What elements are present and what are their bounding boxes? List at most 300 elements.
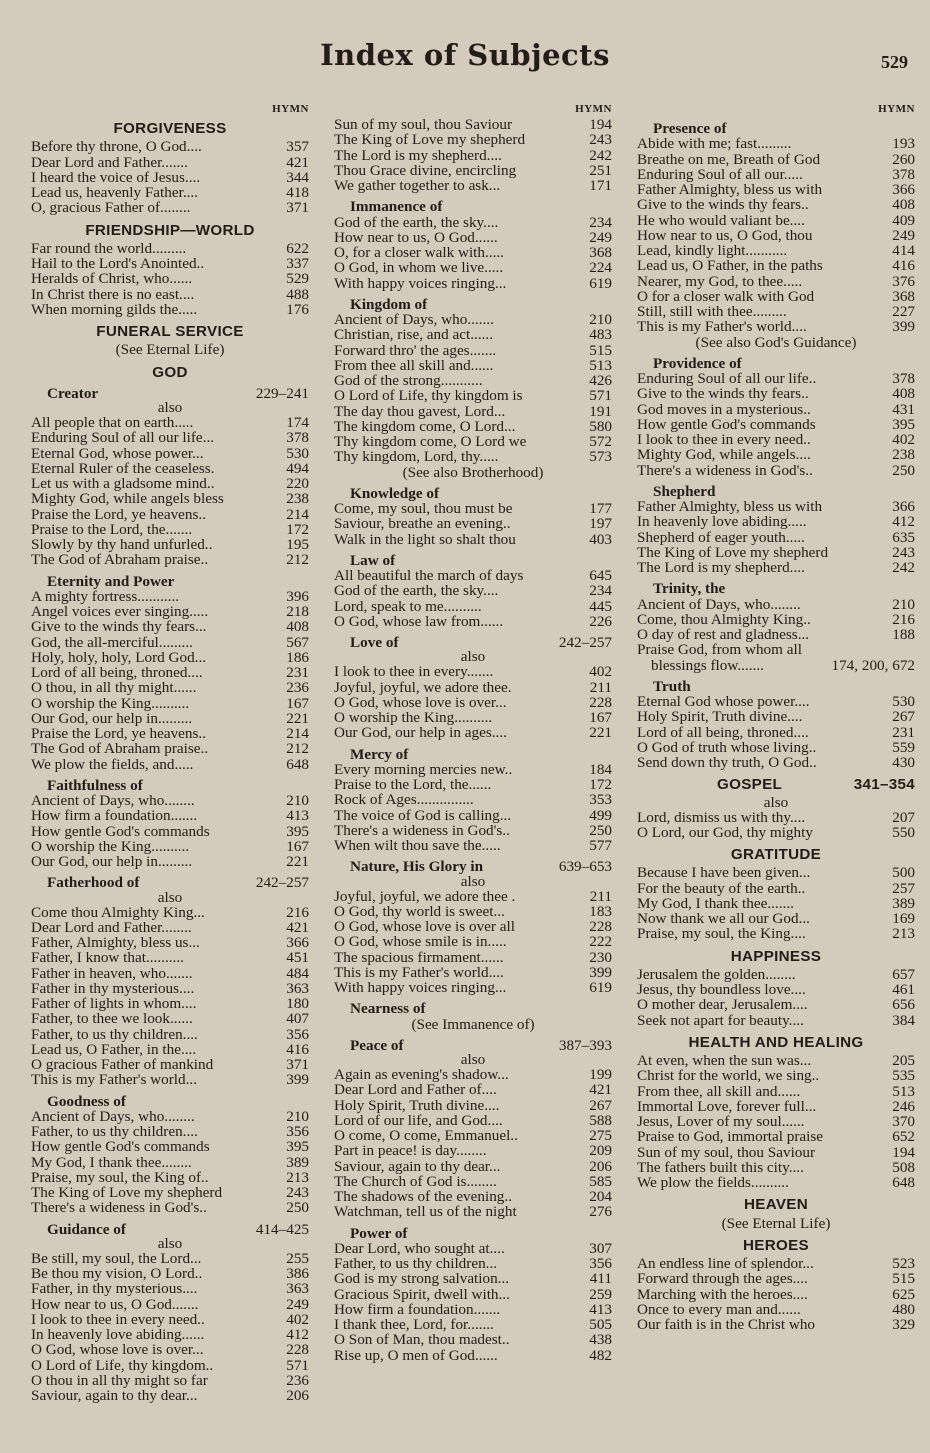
index-entry xyxy=(31,537,309,552)
hymn-title: O gracious Father of mankind xyxy=(31,1056,214,1073)
hymn-title: Thy kingdom come, O Lord we xyxy=(334,433,527,450)
index-entry xyxy=(334,599,612,614)
hymn-number: 483 xyxy=(589,326,612,344)
index-entry xyxy=(637,274,915,289)
hymn-title: In heavenly love abiding..... xyxy=(637,513,807,531)
index-entry xyxy=(31,696,309,711)
hymn-number: 344 xyxy=(286,168,309,186)
hymn-title: O for a closer walk with God xyxy=(637,287,815,305)
index-entry xyxy=(31,522,309,537)
hymn-title: A mighty fortress........... xyxy=(31,587,180,605)
hymn-title: Father in heaven, who....... xyxy=(31,964,193,982)
hymn-number: 228 xyxy=(589,918,612,935)
hymn-number: 231 xyxy=(286,664,309,681)
hymn-number: 180 xyxy=(286,995,309,1012)
hymn-title: Now thank we all our God... xyxy=(637,910,810,927)
hymn-number: 218 xyxy=(286,603,309,620)
hymn-number: 363 xyxy=(286,979,309,997)
index-entry xyxy=(637,1317,915,1332)
hymn-title: Our God, our help in......... xyxy=(31,853,193,870)
hymn-title: O God, thy world is sweet... xyxy=(334,902,505,920)
hymn-number: 648 xyxy=(892,1174,915,1191)
section-heading xyxy=(31,121,309,136)
hymn-number: 205 xyxy=(892,1052,915,1069)
hymn-number: 210 xyxy=(286,1107,309,1125)
index-entry xyxy=(31,1327,309,1342)
index-entry xyxy=(334,980,612,995)
hymn-number: 221 xyxy=(286,853,309,870)
hymn-number: 236 xyxy=(286,679,309,697)
index-entry xyxy=(637,499,915,514)
subsection-heading xyxy=(334,297,612,312)
hymn-number: 412 xyxy=(286,1326,309,1343)
hymn-title: The kingdom come, O Lord... xyxy=(334,417,516,435)
hymn-number: 174 xyxy=(286,414,309,431)
hymn-number: 356 xyxy=(286,1123,309,1140)
hymn-number: 482 xyxy=(589,1346,612,1364)
hymn-title: Father Almighty, bless us with xyxy=(637,498,823,515)
hymn-title: The King of Love my shepherd xyxy=(637,543,829,561)
hymn-number: 413 xyxy=(589,1300,612,1318)
hymn-number: 213 xyxy=(286,1168,309,1186)
hymn-title: Enduring Soul of all our life.. xyxy=(637,370,817,387)
hymn-title: Ancient of Days, who........ xyxy=(31,1107,195,1125)
index-entry xyxy=(31,905,309,920)
index-entry xyxy=(334,904,612,919)
index-entry xyxy=(637,243,915,258)
hymn-title: Jesus, thy boundless love.... xyxy=(637,981,806,998)
index-entry xyxy=(637,967,915,982)
hymn-number: 580 xyxy=(589,417,612,435)
index-entry xyxy=(31,139,309,154)
subsection-title: Trinity, the xyxy=(653,580,726,598)
subsection-heading xyxy=(334,1001,612,1016)
hymn-number: 395 xyxy=(286,822,309,840)
hymn-title: He who would valiant be.... xyxy=(637,211,805,229)
index-entry xyxy=(31,1358,309,1373)
hymn-number: 571 xyxy=(589,387,612,405)
hymn-number: 250 xyxy=(286,1199,309,1217)
hymn-number: 275 xyxy=(589,1127,612,1144)
section-heading xyxy=(637,847,915,862)
hymn-title: How near to us, O God...... xyxy=(334,228,498,246)
hymn-title: Hail to the Lord's Anointed.. xyxy=(31,255,205,272)
hymn-title: Dear Lord and Father of.... xyxy=(334,1081,497,1099)
hymn-title: Walk in the light so shalt thou xyxy=(334,530,516,548)
index-entry xyxy=(637,1099,915,1114)
also-note: also xyxy=(157,1234,183,1252)
hymn-title: Holy, holy, holy, Lord God... xyxy=(31,648,207,666)
hymn-number: 657 xyxy=(892,965,915,983)
hymn-number: 529 xyxy=(286,270,309,288)
hymn-number: 260 xyxy=(892,150,915,168)
page-title: Index of Subjects xyxy=(320,38,610,72)
hymn-title: Lead us, O Father, in the.... xyxy=(31,1040,197,1058)
hymn-title: Forward thro' the ages....... xyxy=(334,341,497,359)
hymn-title: Shepherd of eager youth..... xyxy=(637,528,805,546)
hymn-number: 408 xyxy=(892,385,915,403)
index-entry xyxy=(334,117,612,132)
subsection-hymn-range: 242–257 xyxy=(558,634,612,651)
hymn-title: God is my strong salvation... xyxy=(334,1270,510,1288)
hymn-title: Father Almighty, bless us with xyxy=(637,181,823,198)
index-entry xyxy=(31,476,309,491)
hymn-title: Sun of my soul, thou Saviour xyxy=(334,116,513,133)
hymn-title: O come, O come, Emmanuel.. xyxy=(334,1127,518,1144)
index-entry xyxy=(637,982,915,997)
hymn-number: 231 xyxy=(892,723,915,741)
hymn-title: Praise, my soul, the King of.. xyxy=(31,1168,209,1186)
hymn-title: How firm a foundation....... xyxy=(31,807,198,825)
hymn-number: 167 xyxy=(589,709,612,726)
hymn-number: 656 xyxy=(892,996,915,1014)
hymn-number: 194 xyxy=(589,116,612,133)
hymn-title: In heavenly love abiding...... xyxy=(31,1326,205,1343)
index-entry xyxy=(334,838,612,853)
hymn-title: Christ for the world, we sing.. xyxy=(637,1067,820,1085)
hymn-number: 619 xyxy=(589,979,612,996)
hymn-title: Praise to the Lord, the...... xyxy=(334,776,492,793)
subsection-title: Knowledge of xyxy=(350,484,440,502)
subsection-hymn-range: 387–393 xyxy=(558,1036,612,1054)
hymn-number: 206 xyxy=(589,1157,612,1175)
index-entry xyxy=(637,1256,915,1271)
hymn-number: 267 xyxy=(892,708,915,726)
hymn-title: Father, to us thy children.... xyxy=(31,1123,198,1140)
hymn-title: There's a wideness in God's.. xyxy=(334,821,510,839)
index-entry xyxy=(334,276,612,291)
hymn-number: 577 xyxy=(589,837,612,854)
index-entry xyxy=(334,965,612,980)
subsection-hymn-range: 639–653 xyxy=(558,858,612,876)
section-heading xyxy=(31,365,309,380)
hymn-number: 246 xyxy=(892,1097,915,1115)
also-note: also xyxy=(157,399,183,416)
hymn-number: 220 xyxy=(286,475,309,492)
hymn-number: 356 xyxy=(589,1255,612,1272)
index-entry xyxy=(31,757,309,772)
index-entry xyxy=(334,808,612,823)
hymn-number: 416 xyxy=(892,257,915,275)
hymn-number: 515 xyxy=(589,341,612,359)
index-entry xyxy=(637,167,915,182)
hymn-title: How near to us, O God....... xyxy=(31,1295,199,1313)
hymn-title: When morning gilds the..... xyxy=(31,300,198,318)
index-entry xyxy=(334,163,612,178)
hymn-number: 426 xyxy=(589,372,612,389)
hymn-title: The God of Abraham praise.. xyxy=(31,551,209,569)
hymn-title: O, gracious Father of........ xyxy=(31,199,191,217)
hymn-number: 461 xyxy=(892,981,915,998)
index-entry xyxy=(31,185,309,200)
subsection-title: Mercy of xyxy=(350,745,409,763)
index-entry xyxy=(637,627,915,642)
hymn-number: 585 xyxy=(589,1172,612,1190)
subsection-title: Shepherd xyxy=(653,482,716,500)
index-entry xyxy=(31,711,309,726)
hymn-number: 226 xyxy=(589,612,612,630)
hymn-number: 635 xyxy=(892,528,915,546)
index-entry xyxy=(31,430,309,445)
hymn-title: O God of truth whose living.. xyxy=(637,738,817,756)
index-entry xyxy=(334,583,612,598)
index-entry xyxy=(334,1287,612,1302)
hymn-title: Mighty God, while angels.... xyxy=(637,446,811,464)
index-entry xyxy=(637,896,915,911)
hymn-number: 366 xyxy=(892,181,915,198)
hymn-number: 177 xyxy=(589,500,612,517)
hymn-number: 204 xyxy=(589,1188,612,1205)
hymn-number: 183 xyxy=(589,902,612,920)
index-entry xyxy=(31,726,309,741)
hymn-title: O worship the King.......... xyxy=(334,709,493,726)
index-entry xyxy=(31,650,309,665)
hymn-title: Eternal Ruler of the ceaseless. xyxy=(31,459,215,477)
hymn-number: 227 xyxy=(892,303,915,320)
hymn-title: Christian, rise, and act...... xyxy=(334,326,494,344)
hymn-title: Father, Almighty, bless us... xyxy=(31,934,200,951)
index-entry xyxy=(334,1128,612,1143)
hymn-title: For the beauty of the earth.. xyxy=(637,879,806,897)
see-reference: (See Eternal Life) xyxy=(115,341,225,359)
index-entry xyxy=(334,132,612,147)
hymn-number: 480 xyxy=(892,1300,915,1318)
hymn-number: 224 xyxy=(589,259,612,277)
section-title: FUNERAL SERVICE xyxy=(96,323,244,340)
index-entry xyxy=(637,1114,915,1129)
hymn-number: 413 xyxy=(286,807,309,825)
hymn-title: Slowly by thy hand unfurled.. xyxy=(31,536,213,553)
hymn-title: Ancient of Days, who....... xyxy=(334,311,494,328)
hymn-title: I heard the voice of Jesus.... xyxy=(31,168,201,186)
hymn-number: 399 xyxy=(286,1071,309,1089)
hymn-number: 267 xyxy=(589,1096,612,1114)
hymn-title: Father in thy mysterious.... xyxy=(31,979,195,997)
hymn-number: 378 xyxy=(892,165,915,183)
hymn-title: How gentle God's commands xyxy=(31,822,210,840)
index-entry xyxy=(31,824,309,839)
hymn-title: Father, to us thy children.... xyxy=(31,1025,198,1043)
index-entry xyxy=(31,552,309,567)
hymn-number: 505 xyxy=(589,1316,612,1333)
hymn-number: 249 xyxy=(286,1295,309,1313)
hymn-title: blessings flow....... xyxy=(651,656,764,674)
hymn-title: All beautiful the march of days xyxy=(334,567,524,584)
also-note: also xyxy=(460,648,486,666)
hymn-title: The Church of God is........ xyxy=(334,1172,497,1190)
index-entry xyxy=(31,935,309,950)
hymn-title: I look to thee in every....... xyxy=(334,663,494,681)
index-entry xyxy=(334,449,612,464)
hymn-title: Praise the Lord, ye heavens.. xyxy=(31,505,207,523)
hymn-title: Abide with me; fast......... xyxy=(637,135,792,153)
index-entry xyxy=(334,664,612,679)
hymn-title: Dear Lord, who sought at.... xyxy=(334,1239,505,1257)
hymn-title: Enduring Soul of all our life... xyxy=(31,429,215,447)
hymn-number: 484 xyxy=(286,964,309,982)
hymn-title: Still, still with thee......... xyxy=(637,303,787,320)
hymn-title: Let us with a gladsome mind.. xyxy=(31,475,215,492)
section-heading xyxy=(637,1197,915,1212)
section-heading xyxy=(637,949,915,964)
index-entry xyxy=(637,182,915,197)
hymn-number: 186 xyxy=(286,648,309,666)
hymn-title: Our faith is in the Christ who xyxy=(637,1316,816,1333)
hymn-title: Eternal God, whose power... xyxy=(31,444,204,462)
section-heading xyxy=(31,324,309,339)
hymn-number: 619 xyxy=(589,274,612,292)
hymn-title: Father, I know that.......... xyxy=(31,949,184,967)
subsection-heading xyxy=(637,121,915,136)
hymn-title: O worship the King.......... xyxy=(31,837,190,855)
hymn-number: 169 xyxy=(892,910,915,927)
hymn-number: 366 xyxy=(286,934,309,951)
hymn-title: All people that on earth..... xyxy=(31,414,194,431)
index-entry xyxy=(637,432,915,447)
hymn-number: 421 xyxy=(286,153,309,171)
hymn-number: 625 xyxy=(892,1285,915,1303)
index-entry xyxy=(637,319,915,334)
hymn-number: 499 xyxy=(589,806,612,824)
index-entry xyxy=(31,1072,309,1087)
hymn-number: 530 xyxy=(286,444,309,462)
index-entry xyxy=(334,343,612,358)
hymn-number: 488 xyxy=(286,285,309,303)
subsection-title: Nearness of xyxy=(350,1000,426,1018)
index-entry xyxy=(31,1170,309,1185)
hymn-number: 402 xyxy=(892,431,915,448)
hymn-number: 408 xyxy=(892,196,915,214)
hymn-title: God of the earth, the sky.... xyxy=(334,213,499,231)
hymn-number: 234 xyxy=(589,213,612,231)
index-entry xyxy=(637,997,915,1012)
index-entry xyxy=(31,1342,309,1357)
see-reference: (See also Brotherhood) xyxy=(402,463,544,481)
index-column-2 xyxy=(334,101,612,1363)
subsection-heading xyxy=(334,486,612,501)
hymn-number: 430 xyxy=(892,754,915,771)
hymn-number: 494 xyxy=(286,459,309,477)
hymn-number: 371 xyxy=(286,1056,309,1073)
index-entry xyxy=(637,197,915,212)
index-entry xyxy=(334,312,612,327)
hymn-title: How firm a foundation....... xyxy=(334,1300,501,1318)
hymn-title: Eternal God whose power.... xyxy=(637,693,810,710)
hymn-number: 559 xyxy=(892,738,915,756)
index-entry xyxy=(31,966,309,981)
hymn-title: O thou in all thy might so far xyxy=(31,1371,208,1389)
index-entry xyxy=(31,854,309,869)
hymn-title: We gather together to ask... xyxy=(334,177,501,194)
hymn-title: Because I have been given... xyxy=(637,864,811,882)
hymn-title: O God, whose love is over all xyxy=(334,918,515,935)
index-entry xyxy=(31,507,309,522)
index-entry xyxy=(637,658,915,673)
subsection-title: Presence of xyxy=(653,120,727,137)
index-entry xyxy=(637,642,915,657)
hymn-title: The King of Love my shepherd xyxy=(31,1184,223,1201)
index-entry xyxy=(334,215,612,230)
index-column-1 xyxy=(31,101,309,1403)
hymn-number: 445 xyxy=(589,597,612,615)
hymn-title: Father, to us thy children... xyxy=(334,1255,498,1272)
index-entry xyxy=(334,1189,612,1204)
hymn-title: Joyful, joyful, we adore thee . xyxy=(334,887,516,905)
also-note: also xyxy=(460,872,486,890)
section-title: FORGIVENESS xyxy=(113,120,227,137)
index-entry xyxy=(31,1011,309,1026)
hymn-title: Joyful, joyful, we adore thee. xyxy=(334,678,512,696)
section-title: HEALTH AND HEALING xyxy=(688,1033,864,1051)
hymn-number: 188 xyxy=(892,626,915,643)
index-entry xyxy=(31,1200,309,1215)
hymn-number: 408 xyxy=(286,618,309,636)
index-entry xyxy=(637,447,915,462)
index-entry xyxy=(637,825,915,840)
hymn-number: 513 xyxy=(589,356,612,374)
hymn-title: Come thou Almighty King... xyxy=(31,903,205,921)
page-number: 529 xyxy=(881,52,908,72)
hymn-number: 307 xyxy=(589,1239,612,1257)
index-entry xyxy=(31,680,309,695)
hymn-number: 210 xyxy=(589,311,612,328)
hymn-number: 195 xyxy=(286,536,309,553)
index-entry xyxy=(637,213,915,228)
section-title: HEAVEN xyxy=(744,1196,808,1214)
hymn-number: 431 xyxy=(892,400,915,418)
hymn-number: 371 xyxy=(286,199,309,217)
index-entry xyxy=(334,680,612,695)
index-entry xyxy=(637,1175,915,1190)
hymn-number: 193 xyxy=(892,135,915,153)
hymn-number: 378 xyxy=(286,429,309,447)
index-entry xyxy=(31,200,309,215)
hymn-title: Heralds of Christ, who...... xyxy=(31,270,193,288)
index-entry xyxy=(31,287,309,302)
index-entry xyxy=(334,1082,612,1097)
see-reference: (See also God's Guidance) xyxy=(695,333,857,351)
hymn-title: Praise the Lord, ye heavens.. xyxy=(31,725,207,742)
index-entry xyxy=(637,386,915,401)
hymn-number: 513 xyxy=(892,1082,915,1100)
also-note: also xyxy=(460,1051,486,1068)
index-entry xyxy=(637,1302,915,1317)
hymn-number: 251 xyxy=(589,161,612,179)
hymn-number: 228 xyxy=(286,1341,309,1359)
index-entry xyxy=(31,1124,309,1139)
subsection-heading xyxy=(637,484,915,499)
hymn-title: Lead, kindly light........... xyxy=(637,242,788,259)
hymn-title: Angel voices ever singing..... xyxy=(31,603,209,620)
index-entry xyxy=(637,152,915,167)
hymn-title: Lord, speak to me.......... xyxy=(334,597,482,615)
index-entry xyxy=(637,1068,915,1083)
hymn-title: Praise, my soul, the King.... xyxy=(637,925,806,943)
section-title: HAPPINESS xyxy=(730,947,822,965)
index-entry xyxy=(31,1027,309,1042)
hymn-title: Saviour, again to thy dear... xyxy=(31,1387,198,1404)
hymn-number: 535 xyxy=(892,1067,915,1085)
hymn-title: Our God, our help in......... xyxy=(31,709,193,727)
hymn-number: 206 xyxy=(286,1387,309,1404)
index-entry xyxy=(637,289,915,304)
hymn-title: Ancient of Days, who........ xyxy=(637,595,801,613)
index-entry xyxy=(31,155,309,170)
index-entry xyxy=(31,302,309,317)
index-entry xyxy=(637,740,915,755)
hymn-title: Praise God, from whom all xyxy=(637,641,802,659)
section-heading xyxy=(31,223,309,238)
